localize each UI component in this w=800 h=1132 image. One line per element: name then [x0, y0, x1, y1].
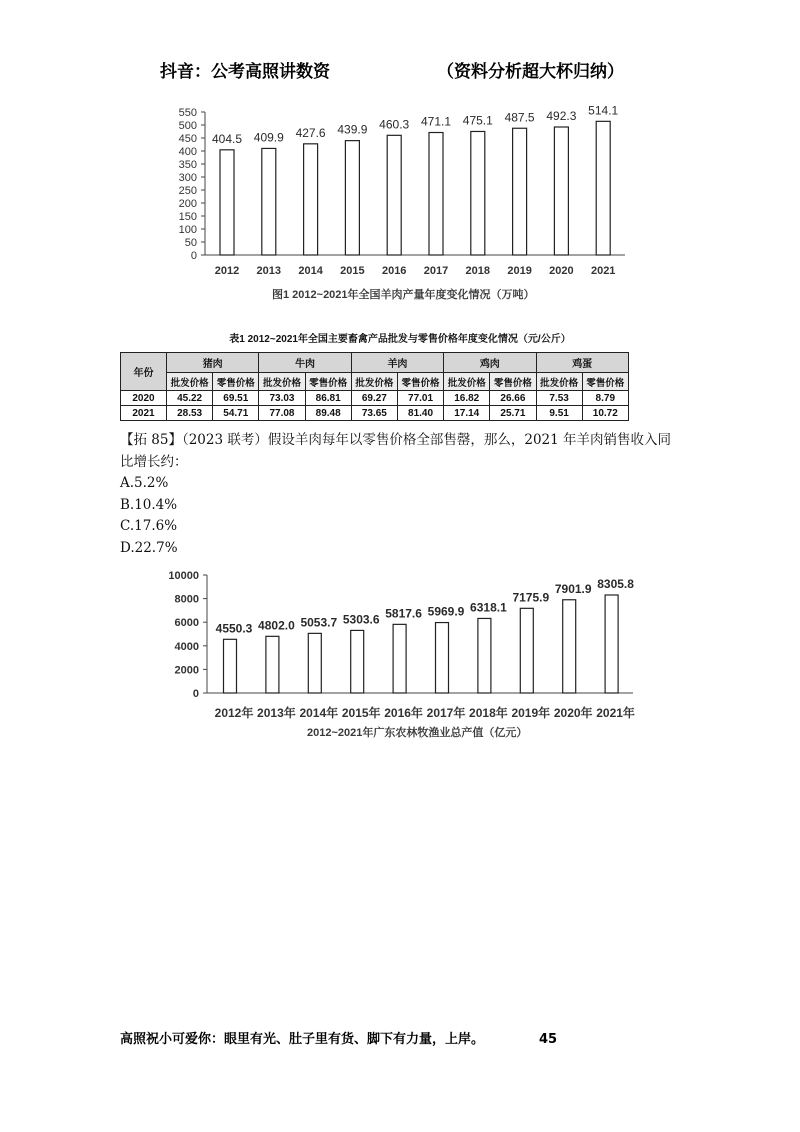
page-number: 45 — [539, 1032, 558, 1047]
y-tick-label: 6000 — [174, 617, 199, 630]
table-cell: 9.51 — [536, 406, 582, 421]
table-cell-year: 2020 — [121, 391, 167, 406]
x-tick-label: 2012年 — [214, 706, 254, 720]
y-tick-label: 8000 — [174, 593, 199, 606]
x-tick-label: 2019 — [507, 265, 532, 277]
x-tick-label: 2013年 — [257, 706, 296, 720]
y-tick-label: 2000 — [174, 664, 199, 677]
table-subheader-wholesale: 批发价格 — [167, 373, 213, 391]
bar — [471, 131, 485, 255]
bar — [220, 150, 234, 255]
x-tick-label: 2020年 — [553, 706, 593, 720]
table-header-egg: 鸡蛋 — [536, 353, 628, 373]
bar-value-label: 6318.1 — [470, 600, 507, 615]
x-tick-label: 2018年 — [469, 706, 508, 720]
bar — [387, 135, 401, 255]
y-tick-label: 250 — [178, 185, 197, 197]
x-tick-label: 2019年 — [511, 706, 551, 720]
question-stem-line-1: 【拓 85】（2023 联考）假设羊肉每年以零售价格全部售罄，那么，2021 年羊肉销售收入同 — [120, 432, 672, 448]
y-tick-label: 150 — [178, 211, 197, 223]
y-tick-label: 200 — [178, 198, 197, 210]
bar-value-label: 7175.9 — [512, 590, 550, 605]
bar-value-label: 409.9 — [253, 130, 284, 145]
header-series-title: （资料分析超大杯归纳） — [437, 62, 624, 82]
bar-value-label: 492.3 — [546, 109, 577, 124]
table-header-chicken: 鸡肉 — [444, 353, 536, 373]
bar — [345, 141, 359, 255]
bar — [520, 608, 533, 693]
x-tick-label: 2021年 — [596, 706, 635, 720]
bar — [304, 144, 318, 255]
x-tick-label: 2014 — [298, 265, 323, 277]
x-tick-label: 2016年 — [384, 706, 423, 720]
table-header-beef: 牛肉 — [259, 353, 351, 373]
question-stem-line-2: 比增长约： — [120, 453, 188, 470]
x-tick-label: 2017 — [423, 265, 449, 277]
table-cell: 26.66 — [490, 391, 536, 406]
bar-value-label: 8305.8 — [597, 576, 634, 591]
bar — [262, 148, 276, 255]
table-subheader-retail: 零售价格 — [490, 373, 536, 391]
chart-1-caption: 图1 2012~2021年全国羊肉产量年度变化情况（万吨） — [272, 289, 535, 301]
y-tick-label: 400 — [178, 146, 197, 158]
table-cell: 25.71 — [490, 406, 536, 421]
bar-value-label: 5053.7 — [300, 615, 338, 630]
x-tick-label: 2017年 — [426, 706, 466, 720]
y-tick-label: 100 — [178, 224, 197, 236]
x-tick-label: 2013 — [256, 265, 282, 277]
bar-value-label: 7901.9 — [554, 581, 592, 596]
table-header-pork: 猪肉 — [167, 353, 259, 373]
bar-value-label: 5303.6 — [342, 612, 380, 627]
y-tick-label: 500 — [178, 120, 197, 132]
bar — [478, 618, 491, 693]
table-row — [121, 406, 629, 421]
bar-value-label: 404.5 — [211, 131, 243, 146]
table-cell: 77.01 — [397, 391, 443, 406]
table-subheader-wholesale: 批发价格 — [351, 373, 397, 391]
bar — [563, 600, 576, 693]
bar-value-label: 4802.0 — [258, 618, 295, 633]
x-tick-label: 2018 — [465, 265, 491, 277]
table-row — [121, 391, 629, 406]
y-tick-label: 0 — [192, 688, 199, 700]
x-tick-label: 2012 — [214, 265, 240, 277]
bar — [266, 636, 279, 693]
x-tick-label: 2015 — [340, 265, 365, 277]
table-cell: 54.71 — [213, 406, 259, 421]
table-cell: 77.08 — [259, 406, 305, 421]
bar — [351, 630, 364, 693]
table-cell: 8.79 — [582, 391, 628, 406]
y-tick-label: 50 — [184, 237, 197, 249]
option-a: A.5.2% — [120, 475, 169, 491]
table-subheader-wholesale: 批发价格 — [444, 373, 490, 391]
x-tick-label: 2016 — [381, 265, 407, 277]
table-cell: 45.22 — [167, 391, 213, 406]
table-subheader-retail: 零售价格 — [213, 373, 259, 391]
table-cell: 73.65 — [351, 406, 397, 421]
table-subheader-row — [121, 373, 629, 391]
table-cell: 89.48 — [305, 406, 351, 421]
option-c: C.17.6% — [120, 518, 178, 534]
table-subheader-wholesale: 批发价格 — [259, 373, 305, 391]
bar — [605, 595, 618, 693]
x-tick-label: 2015年 — [341, 706, 381, 720]
table-header-row — [121, 353, 629, 373]
bar — [224, 639, 237, 693]
table-cell: 81.40 — [397, 406, 443, 421]
option-d: D.22.7% — [120, 539, 178, 556]
mutton-production-bar-chart — [140, 100, 640, 285]
bar — [393, 624, 406, 693]
table-cell: 16.82 — [444, 391, 490, 406]
table-cell: 10.72 — [582, 406, 628, 421]
bar-value-label: 5969.9 — [427, 604, 465, 619]
bar — [596, 121, 610, 255]
bar-value-label: 460.3 — [379, 117, 410, 132]
table-cell: 86.81 — [305, 391, 351, 406]
y-tick-label: 550 — [178, 107, 197, 119]
table-cell: 28.53 — [167, 406, 213, 421]
table-cell: 69.27 — [351, 391, 397, 406]
y-tick-label: 450 — [178, 133, 197, 145]
bar-value-label: 5817.6 — [385, 606, 422, 621]
table-subheader-retail: 零售价格 — [582, 373, 628, 391]
table-cell-year: 2021 — [121, 406, 167, 421]
bar — [513, 128, 527, 255]
bar — [308, 633, 321, 693]
y-tick-label: 350 — [178, 159, 197, 171]
table-header-year: 年份 — [121, 353, 167, 391]
header-author: 抖音：公考高照讲数资 — [160, 62, 330, 82]
table-title: 表1 2012~2021年全国主要畜禽产品批发与零售价格年度变化情况（元/公斤） — [229, 334, 571, 345]
table-subheader-wholesale: 批发价格 — [536, 373, 582, 391]
bar-value-label: 475.1 — [462, 113, 493, 128]
bar-value-label: 439.9 — [337, 122, 368, 137]
option-b: B.10.4% — [120, 496, 178, 513]
y-tick-label: 0 — [190, 250, 197, 262]
table-cell: 73.03 — [259, 391, 305, 406]
table-subheader-retail: 零售价格 — [305, 373, 351, 391]
bar-value-label: 514.1 — [588, 103, 619, 118]
guangdong-output-bar-chart — [140, 562, 650, 724]
x-tick-label: 2020 — [549, 265, 574, 277]
x-tick-label: 2021 — [590, 265, 616, 277]
x-tick-label: 2014年 — [299, 706, 339, 720]
question-block — [120, 430, 671, 559]
bar-value-label: 427.6 — [295, 125, 326, 140]
footer-slogan: 高照祝小可爱你：眼里有光、肚子里有货、脚下有力量，上岸。 — [120, 1032, 485, 1047]
table-cell: 7.53 — [536, 391, 582, 406]
y-tick-label: 300 — [178, 172, 197, 184]
bar-value-label: 4550.3 — [215, 621, 253, 636]
bar — [436, 623, 449, 693]
table-subheader-retail: 零售价格 — [397, 373, 443, 391]
bar-value-label: 487.5 — [504, 110, 535, 125]
table-header-mutton: 羊肉 — [351, 353, 443, 373]
y-tick-label: 10000 — [168, 570, 199, 582]
bar — [554, 127, 568, 255]
price-table — [120, 352, 629, 421]
bar — [429, 133, 443, 255]
chart-2-caption: 2012~2021年广东农林牧渔业总产值（亿元） — [307, 727, 528, 739]
y-tick-label: 4000 — [174, 640, 199, 653]
table-cell: 17.14 — [444, 406, 490, 421]
bar-value-label: 471.1 — [420, 114, 452, 129]
table-cell: 69.51 — [213, 391, 259, 406]
